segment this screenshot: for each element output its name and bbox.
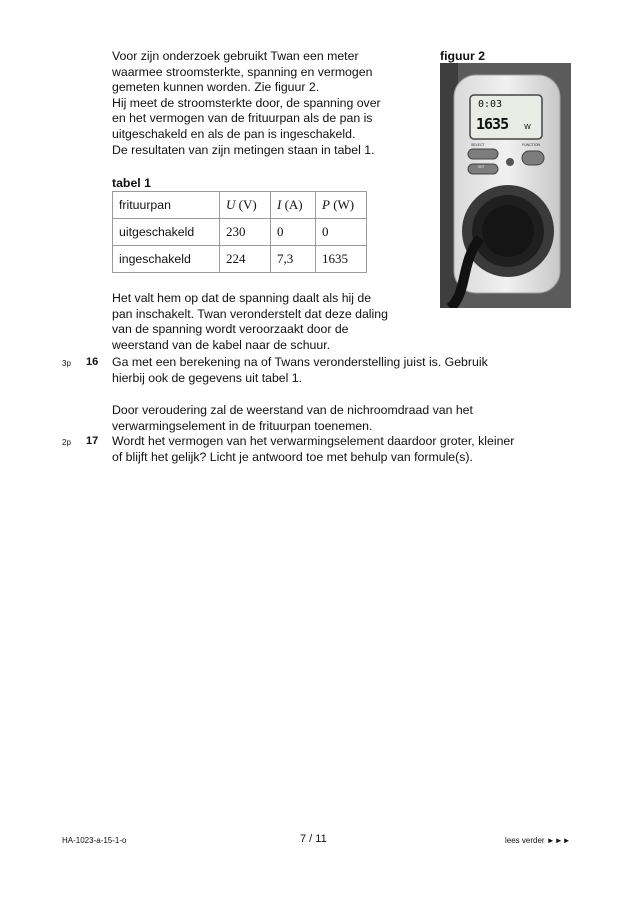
table-row: [113, 246, 367, 273]
question-17-text: [112, 434, 514, 465]
footer-page-number: 7 / 11: [300, 833, 327, 845]
table-row: [113, 219, 367, 246]
table-header-cell: [113, 192, 220, 219]
question-line: of blijft het gelijk? Licht je antwoord toe met behulp van formule(s).: [112, 449, 473, 464]
question-line: Ga met een berekening na of Twans veronderstelling juist is. Gebruik: [112, 355, 488, 369]
intro-line: Voor zijn onderzoek gebruikt Twan een meter: [112, 49, 359, 63]
table-cell: 230: [220, 219, 271, 246]
energy-meter-photo: [440, 63, 571, 308]
question-17-number: 17: [86, 435, 99, 447]
intro-line: uitgeschakeld en als de pan is ingeschakeld.: [112, 126, 356, 141]
observation-paragraph: [112, 291, 388, 353]
header-unit: (V): [235, 197, 257, 212]
results-table: [112, 191, 367, 273]
table-title: tabel 1: [112, 176, 151, 190]
meter-display-unit: W: [524, 123, 531, 131]
table-header-row: [113, 192, 367, 219]
table-header-cell: [316, 192, 367, 219]
intro-paragraph: [112, 49, 381, 158]
footer-exam-code: HA-1023-a-15-1-o: [62, 836, 127, 845]
paragraph-line: verwarmingselement in de frituurpan toenemen.: [112, 418, 373, 433]
meter-display-value: 1635: [476, 115, 509, 133]
footer-next-page: lees verder ►►►: [505, 836, 571, 845]
question-16-number: 16: [86, 356, 99, 368]
intro-line: De resultaten van zijn metingen staan in tabel 1.: [112, 142, 375, 157]
intro-line: Hij meet de stroomsterkte door, de spanning over: [112, 95, 381, 110]
meter-select-label: SELECT: [471, 143, 485, 147]
paragraph-line: weerstand van de kabel naar de schuur.: [112, 337, 331, 352]
header-symbol: U: [226, 197, 236, 212]
table-header-cell: [220, 192, 271, 219]
intro-line: gemeten kunnen worden. Zie figuur 2.: [112, 80, 320, 95]
table-cell: 0: [271, 219, 316, 246]
table-cell: 7,3: [271, 246, 316, 273]
table-header-cell: [271, 192, 316, 219]
meter-function-label: FUNCTION: [522, 143, 541, 147]
header-symbol: I: [277, 197, 282, 212]
question-16-points: 3p: [62, 359, 71, 368]
question-17-points: 2p: [62, 438, 71, 447]
meter-display-top: 0:03: [478, 99, 503, 110]
table-cell: ingeschakeld: [113, 246, 220, 273]
question-line: Wordt het vermogen van het verwarmingselement daardoor groter, kleiner: [112, 434, 515, 448]
paragraph-line: van de spanning wordt veroorzaakt door de: [112, 322, 349, 337]
figure-title: figuur 2: [440, 49, 486, 63]
header-unit: (W): [329, 197, 355, 212]
question-line: hierbij ook de gegevens uit tabel 1.: [112, 370, 303, 385]
intro-line: en het vermogen van de frituurpan als de pan is: [112, 111, 373, 126]
meter-set-label: SET: [478, 165, 485, 169]
table-cell: 224: [220, 246, 271, 273]
question-16-text: [112, 355, 488, 386]
paragraph-line: pan inschakelt. Twan veronderstelt dat deze daling: [112, 306, 388, 321]
table-cell: uitgeschakeld: [113, 219, 220, 246]
intro-line: waarmee stroomsterkte, spanning en vermogen: [112, 64, 373, 79]
paragraph-line: Het valt hem op dat de spanning daalt als hij de: [112, 291, 372, 305]
table-cell: 0: [316, 219, 367, 246]
header-unit: (A): [281, 197, 303, 212]
table-cell: 1635: [316, 246, 367, 273]
header-symbol: P: [322, 197, 330, 212]
paragraph-line: Door veroudering zal de weerstand van de nichroomdraad van het: [112, 403, 473, 417]
header-text: frituurpan: [119, 198, 171, 212]
aging-paragraph: [112, 403, 473, 434]
